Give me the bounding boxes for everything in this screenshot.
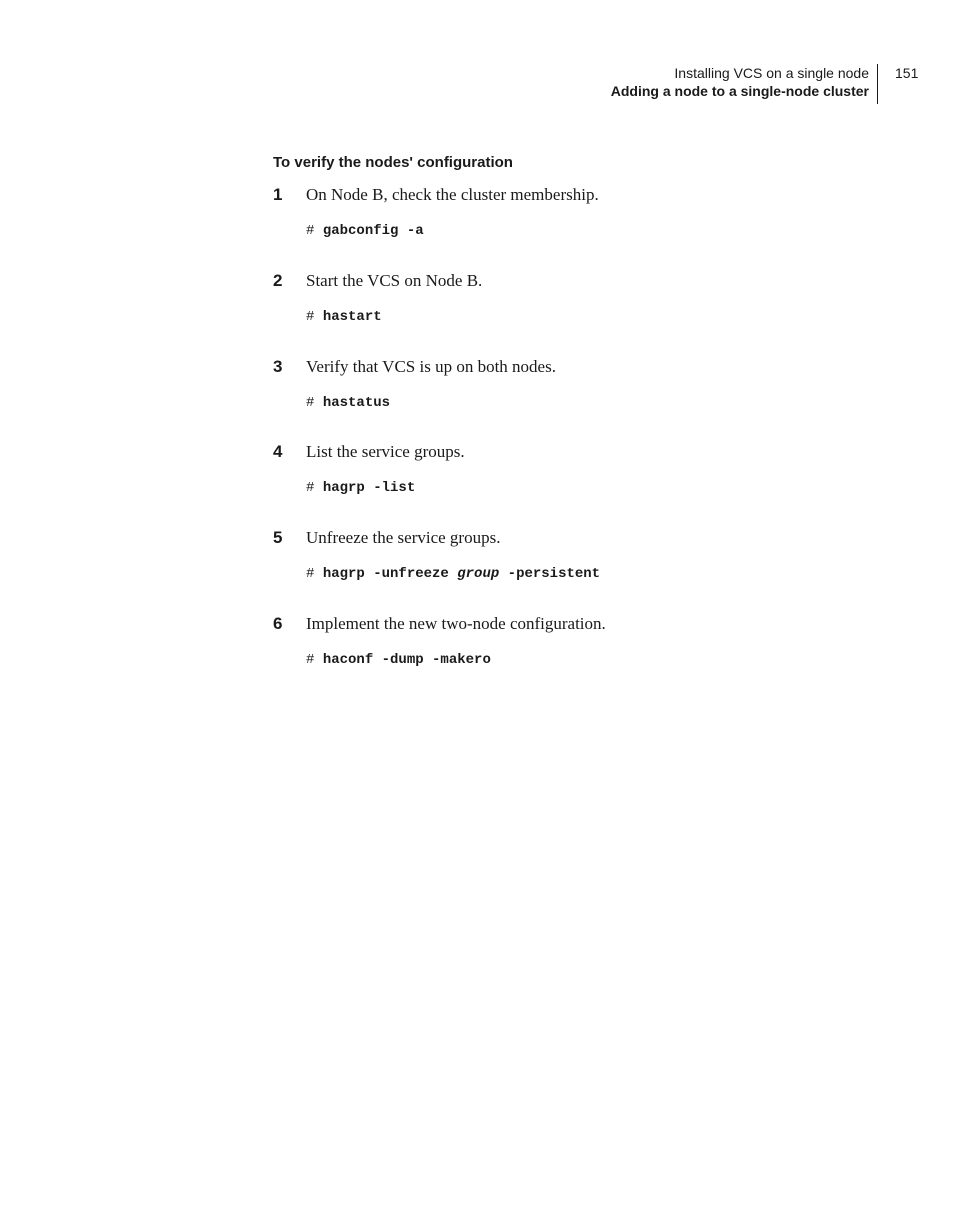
step-text: Unfreeze the service groups. (306, 528, 501, 547)
step-number: 6 (273, 614, 283, 633)
command: haconf -dump -makero (322, 652, 491, 668)
prompt-symbol: # (306, 566, 315, 582)
command: hagrp -list (322, 480, 416, 496)
command-line (306, 394, 390, 412)
step-text: List the service groups. (306, 442, 465, 461)
command: hastart (322, 309, 382, 325)
step-text: On Node B, check the cluster membership. (306, 185, 599, 204)
chapter-title: Installing VCS on a single node (674, 65, 869, 81)
procedure-heading: To verify the nodes' configuration (273, 154, 513, 171)
command-part: hagrp -unfreeze (322, 566, 449, 582)
section-title: Adding a node to a single-node cluster (610, 83, 869, 99)
command-line (306, 308, 382, 326)
step-text: Implement the new two-node configuration. (306, 614, 606, 633)
command-variable: group (457, 566, 500, 582)
command: gabconfig -a (322, 223, 424, 239)
step-number: 5 (273, 528, 283, 547)
command: hastatus (322, 395, 391, 411)
prompt-symbol: # (306, 223, 315, 239)
prompt-symbol: # (306, 652, 315, 668)
command-line (306, 651, 491, 669)
command-line (306, 479, 415, 497)
step-number: 2 (273, 271, 283, 290)
step-number: 1 (273, 185, 283, 204)
command-part: -persistent (507, 566, 601, 582)
step-number: 3 (273, 357, 283, 376)
prompt-symbol: # (306, 395, 315, 411)
prompt-symbol: # (306, 480, 315, 496)
running-header (469, 64, 878, 104)
prompt-symbol: # (306, 309, 315, 325)
step-number: 4 (273, 442, 283, 461)
step-text: Start the VCS on Node B. (306, 271, 483, 290)
page-number: 151 (895, 65, 919, 81)
command-line (306, 222, 424, 240)
step-text: Verify that VCS is up on both nodes. (306, 357, 556, 376)
command-line (306, 565, 600, 583)
